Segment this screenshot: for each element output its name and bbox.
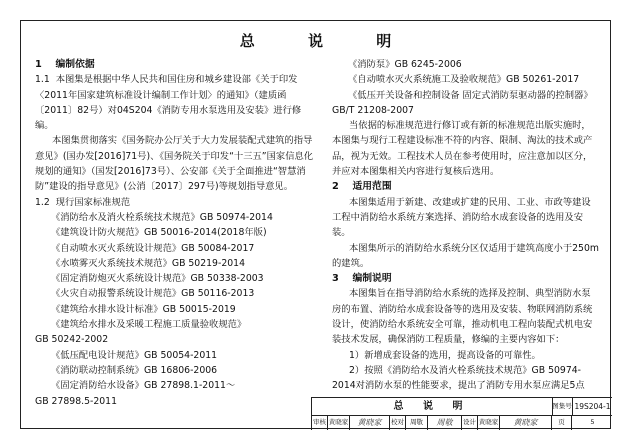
reviewer-signature: 黄晓家 <box>350 415 390 430</box>
revision-note: 当依据的标准规范进行修订或有新的标准规范出版实施时，本图集与现行工程建设标准不符的内容、限制、淘汰的技术或产品，视为无效。工程技术人员在参考使用时，应注意加以区分，并应对本图集相关内容进行复核后选用。 <box>332 120 593 178</box>
standard-item: 《建筑设计防火规范》GB 50016-2014(2018年版) <box>51 227 267 239</box>
title-block <box>311 397 612 430</box>
section-2-heading: 2 适用范围 <box>332 181 392 193</box>
review-label: 审核 <box>312 415 328 430</box>
standard-item-continuation: GB 27898.5-2011 <box>35 395 117 407</box>
standard-item: 《固定消防给水设备》GB 27898.1-2011～ <box>51 380 236 392</box>
standard-item: 《水喷雾灭火系统技术规范》GB 50219-2014 <box>51 257 245 269</box>
standard-item: 《火灾自动报警系统设计规范》GB 50116-2013 <box>51 288 255 300</box>
para-1-2: 1.2 现行国家标准规范 <box>35 196 131 208</box>
standard-item: 《自动喷水灭火系统设计规范》GB 50084-2017 <box>51 242 255 254</box>
proofread-label: 校对 <box>390 415 406 430</box>
standard-item: 《建筑给水排水设计标准》GB 50015-2019 <box>51 303 236 315</box>
explanation-item: 2）按照《消防给水及消火栓系统技术规范》GB 50974-2014对消防水泵的性能要求，提出了消防专用水泵应满足5点 <box>332 364 585 392</box>
standard-item-continuation: GB/T 21208-2007 <box>332 104 414 116</box>
standard-item: 《建筑给水排水及采暖工程施工质量验收规范》 <box>51 319 247 331</box>
title-block-signature-row <box>312 415 612 430</box>
explanation-para: 本图集旨在指导消防给水系统的选择及控制、典型消防水泵房的布置、消防给水成套设备等的选用及安装、物联网消防系统设计，使消防给水系统安全可靠，推动机电工程向装配式机电安装技术发展，确保消防工程质量，修编的主要内容如下： <box>332 288 593 346</box>
scope-para-1: 本图集适用于新建、改建或扩建的民用、工业、市政等建设工程中消防给水系统方案选择、消防给水成套设备的选用及安装。 <box>332 196 591 239</box>
standard-item-continuation: GB 50242-2002 <box>35 334 109 346</box>
right-column <box>332 57 600 394</box>
page-label: 页 <box>552 415 572 430</box>
proofreader-signature: 周敬 <box>428 415 462 430</box>
page-number: 5 <box>590 418 595 426</box>
designer-name: 黄晓家 <box>478 415 500 430</box>
section-3-heading: 3 编制说明 <box>332 273 392 285</box>
para-1-1: 1.1 本图集是根据中华人民共和国住房和城乡建设部《关于印发〈2011年国家建筑标准设计编制工作计划〉的通知》（建质函〔2011〕82号）对04S204《消防专用水泵选用及安装》进行修编。 <box>35 74 302 132</box>
para-1-1b: 本图集贯彻落实《国务院办公厅关于大力发展装配式建筑的指导意见》(国办发[2016]71号)、《国务院关于印发“十三五”国家信息化规划的通知》（国发[2016]73号）、公安部《关于全面推进“智慧消防”建设的指导意见》(公消〔2017〕297号)等规划指导意见。 <box>35 135 314 193</box>
standard-item: 《低压开关设备和控制设备 固定式消防泵驱动器的控制器》 <box>348 89 593 101</box>
title-block-name: 总 说 明 <box>312 398 553 415</box>
scope-para-2: 本图集所示的消防给水系统分区仅适用于建筑高度小于250m的建筑。 <box>332 242 599 269</box>
designer-signature: 黄晓家 <box>500 415 552 430</box>
left-column <box>35 57 317 409</box>
standard-item: 《消防给水及消火栓系统技术规范》GB 50974-2014 <box>51 211 273 223</box>
atlas-number-label: 图集号 <box>552 398 573 415</box>
atlas-number: 19S204-1 <box>574 402 611 411</box>
design-label: 设计 <box>462 415 478 430</box>
drawing-sheet <box>20 20 611 429</box>
standard-item: 《固定消防炮灭火系统设计规范》GB 50338-2003 <box>51 273 264 285</box>
explanation-item: 1）新增成套设备的选用，提高设备的可靠性。 <box>349 349 541 361</box>
title-block-top-row <box>312 398 612 416</box>
standard-item: 《消防联动控制系统》GB 16806-2006 <box>51 364 218 376</box>
proofreader-name: 周敬 <box>406 415 428 430</box>
standard-item: 《消防泵》GB 6245-2006 <box>348 59 462 70</box>
standard-item: 《低压配电设计规范》GB 50054-2011 <box>51 349 218 361</box>
page-title: 总 说 明 <box>239 32 416 50</box>
reviewer-name: 黄晓家 <box>328 415 350 430</box>
standard-item: 《自动喷水灭火系统施工及验收规范》GB 50261-2017 <box>348 74 580 86</box>
section-1-heading: 1 编制依据 <box>35 59 95 70</box>
